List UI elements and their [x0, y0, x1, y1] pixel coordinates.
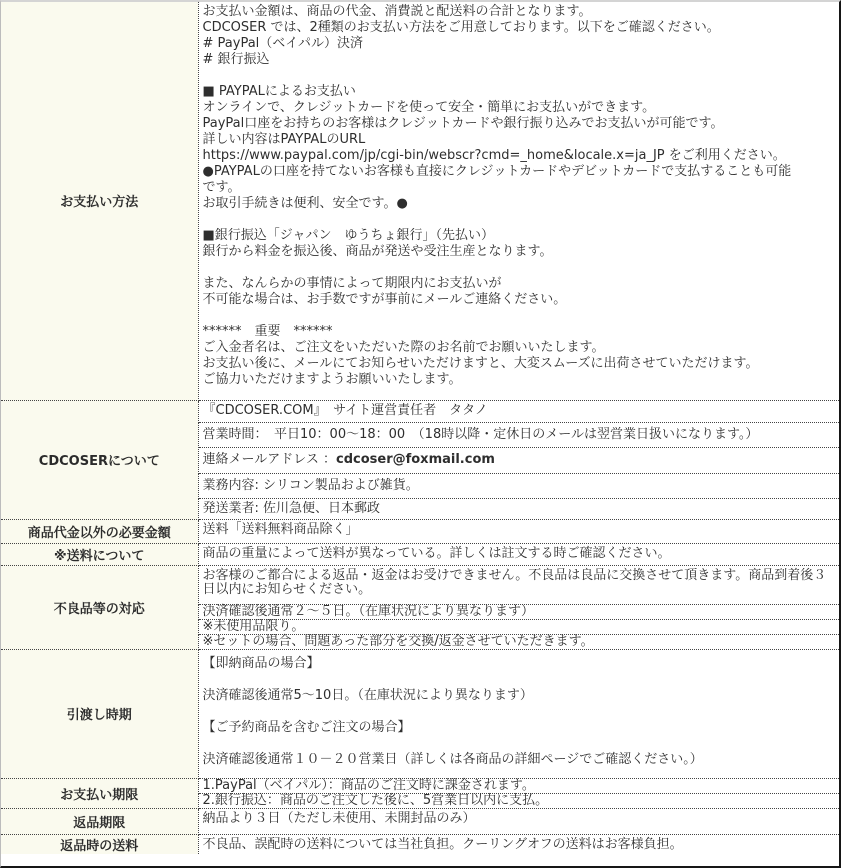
return-deadline-content: 納品より３日（ただし未使用、未開封品のみ）	[198, 808, 839, 834]
row-header-defective-items: 不良品等の対応	[1, 565, 198, 649]
about-business-description: 業務内容: シリコン製品および雑貨。	[198, 473, 839, 498]
table-row	[1, 519, 839, 543]
table-row	[1, 834, 839, 854]
table-row	[1, 649, 839, 778]
row-header-return-deadline: 返品期限	[1, 808, 198, 834]
about-site-owner: 『CDCOSER.COM』 サイト運営責任者 タタノ	[198, 400, 839, 422]
contact-email-address: cdcoser@foxmail.com	[335, 452, 495, 467]
table-row	[1, 778, 839, 793]
payment-method-content: お支払い金額は、商品の代金、消費説と配送料の合計となります。 CDCOSER では、2種類のお支払い方法をご用意しております。以下をご確認ください。 # PayPal（ベイパル）決済 # 銀行振込 ■ PAYPALによるお支払い オンラインで、クレジットカードを使って安全・簡単にお支払いができます。 PayPal口座をお持ちのお客様はクレジットカードや銀行振り込みでお支払いが可能です。 詳しい内容はPAYPALのURL https://www.paypal.com/jp/cgi-bin/webscr?cmd=_home&locale.x=ja_JP をご利用ください。 ●PAYPALの口座を持てないお客様も直接にクレジットカードやデビットカードで支払することも可能 です。 お取引手続きは便利、安全です。● ■銀行振込「ジャパン ゆうちょ銀行」（先払い） 銀行から料金を振込後、商品が発送や受注生産となります。 また、なんらかの事情によって期限内にお支払いが 不可能な場合は、お手数ですが事前にメールご連絡ください。 ****** 重要 ****** ご入金者名は、ご注文をいただいた際のお名前でお願いいたします。 お支払い後に、メールにてお知らせいただけますと、大変スムーズに出荷させていただけます。 ご協力いただけますようお願いいたします。	[198, 2, 839, 400]
payment-deadline-paypal: 1.PayPal（ベイパル）：商品のご注文時に課金されます。	[198, 778, 839, 793]
table-row	[1, 565, 839, 604]
defective-set-note: ※セットの場合、問題あった部分を交換/返金させていただきます。	[198, 634, 839, 649]
row-header-extra-charges: 商品代金以外の必要金額	[1, 519, 198, 543]
table-row	[1, 2, 839, 400]
about-shipping-carriers: 発送業者: 佐川急便、日本郵政	[198, 498, 839, 519]
payment-deadline-bank: 2.銀行振込：商品のご注文した後に、5営業日以内に支払。	[198, 793, 839, 808]
row-header-about-cdcoser: CDCOSERについて	[1, 400, 198, 519]
extra-charges-content: 送料「送料無料商品除く」	[198, 519, 839, 543]
row-header-payment-deadline: お支払い期限	[1, 778, 198, 808]
defective-processing-time: 決済確認後通常２～５日。（在庫状況により異なります）	[198, 604, 839, 619]
row-header-shipping-fee: ※送料について	[1, 543, 198, 565]
table-row	[1, 808, 839, 834]
about-contact-email-row	[198, 447, 839, 473]
defective-policy: お客様のご都合による返品・返金はお受けできません。不良品は良品に交換させて頂きます。商品到着後３日以内にお知らせください。	[198, 565, 839, 604]
row-header-payment-method: お支払い方法	[1, 2, 198, 400]
defective-unused-only-note: ※未使用品限り。	[198, 619, 839, 634]
table-row	[1, 543, 839, 565]
contact-email-label: 連絡メールアドレス ：	[202, 452, 336, 467]
shipping-fee-content: 商品の重量によって送料が異なっている。詳しくは註文する時ご確認ください。	[198, 543, 839, 565]
about-business-hours: 営業時間： 平日10：00～18：00 （18時以降・定休日のメールは翌営業日扱いになります。）	[198, 422, 839, 447]
return-shipping-content: 不良品、誤配時の送料については当社負担。クーリングオフの送料はお客様負担。	[198, 834, 839, 854]
row-header-delivery-time: 引渡し時期	[1, 649, 198, 778]
delivery-time-content: 【即納商品の場合】 決済確認後通常5～10日。（在庫状況により異なります） 【ご予約商品を含むご注文の場合】 決済確認後通常１０－２０営業日（詳しくは各商品の詳細ページでご確認ください。）	[198, 649, 839, 778]
row-header-return-shipping: 返品時の送料	[1, 834, 198, 854]
table-row	[1, 400, 839, 422]
shop-info-table	[1, 2, 839, 854]
